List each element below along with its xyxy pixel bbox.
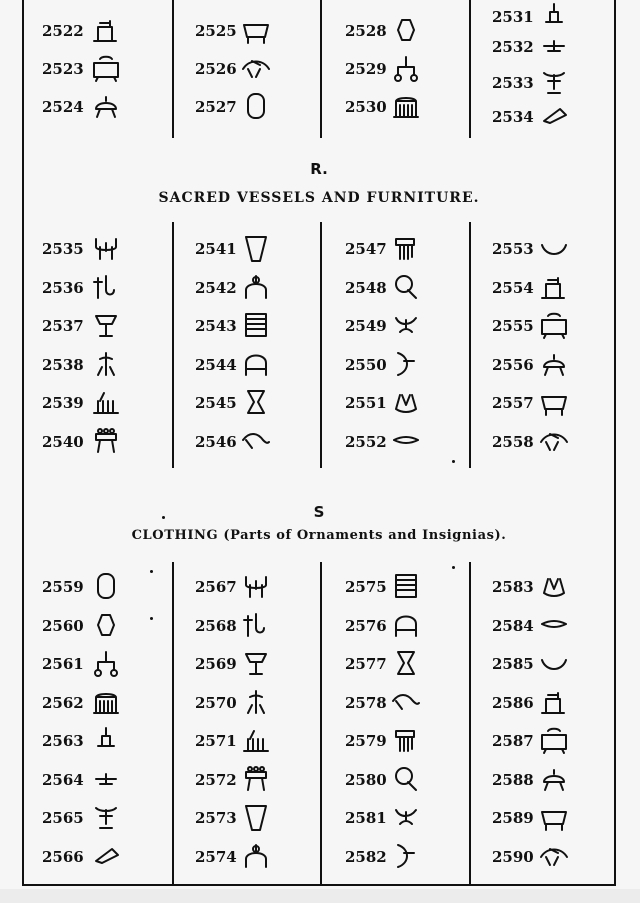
hieroglyph-sign-icon [390, 610, 422, 640]
hieroglyph-sign-icon [390, 725, 422, 755]
hieroglyph-sign-icon [538, 426, 570, 456]
hieroglyph-sign-icon [390, 272, 422, 302]
entry-number: 2575 [345, 578, 387, 596]
entry-number: 2563 [42, 732, 84, 750]
entry-number: 2524 [42, 98, 84, 116]
hieroglyph-sign-icon [390, 571, 422, 601]
entry-number: 2583 [492, 578, 534, 596]
hieroglyph-sign-icon [538, 310, 570, 340]
hieroglyph-sign-icon [90, 802, 122, 832]
hieroglyph-sign-icon [390, 764, 422, 794]
entry-number: 2559 [42, 578, 84, 596]
hieroglyph-sign-icon [538, 571, 570, 601]
entry-number: 2536 [42, 279, 84, 297]
entry-number: 2586 [492, 694, 534, 712]
hieroglyph-sign-icon [240, 272, 272, 302]
hieroglyph-sign-icon [390, 387, 422, 417]
section-r-title: SACRED VESSELS AND FURNITURE. [158, 190, 480, 206]
entry-number: 2569 [195, 655, 237, 673]
hieroglyph-sign-icon [90, 233, 122, 263]
entry-number: 2580 [345, 771, 387, 789]
entry-number: 2577 [345, 655, 387, 673]
hieroglyph-sign-icon [240, 648, 272, 678]
hieroglyph-sign-icon [90, 648, 122, 678]
entry-number: 2558 [492, 433, 534, 451]
entry-number: 2546 [195, 433, 237, 451]
hieroglyph-sign-icon [90, 610, 122, 640]
entry-number: 2584 [492, 617, 534, 635]
entry-number: 2537 [42, 317, 84, 335]
hieroglyph-sign-icon [240, 610, 272, 640]
entry-number: 2551 [345, 394, 387, 412]
entry-number: 2557 [492, 394, 534, 412]
entry-number: 2564 [42, 771, 84, 789]
hieroglyph-sign-icon [538, 67, 570, 97]
entry-number: 2554 [492, 279, 534, 297]
column-separator [469, 562, 471, 886]
entry-number: 2573 [195, 809, 237, 827]
hieroglyph-sign-icon [240, 764, 272, 794]
page-bottom-margin [0, 889, 640, 903]
entry-number: 2539 [42, 394, 84, 412]
entry-number: 2522 [42, 22, 84, 40]
hieroglyph-sign-icon [390, 53, 422, 83]
hieroglyph-sign-icon [538, 802, 570, 832]
hieroglyph-sign-icon [90, 841, 122, 871]
entry-number: 2538 [42, 356, 84, 374]
entry-number: 2545 [195, 394, 237, 412]
column-separator [320, 562, 322, 886]
hieroglyph-sign-icon [90, 91, 122, 121]
hieroglyph-sign-icon [538, 349, 570, 379]
section-r-letter: R. [310, 160, 328, 178]
column-separator [469, 0, 471, 138]
hieroglyph-sign-icon [390, 648, 422, 678]
hieroglyph-sign-icon [90, 687, 122, 717]
hieroglyph-sign-icon [90, 15, 122, 45]
hieroglyph-sign-icon [390, 233, 422, 263]
entry-number: 2555 [492, 317, 534, 335]
entry-number: 2566 [42, 848, 84, 866]
hieroglyph-sign-icon [240, 841, 272, 871]
print-speck [452, 566, 455, 569]
column-separator [320, 222, 322, 468]
hieroglyph-sign-icon [390, 310, 422, 340]
entry-number: 2540 [42, 433, 84, 451]
column-separator [172, 562, 174, 886]
hieroglyph-sign-icon [90, 764, 122, 794]
entry-number: 2574 [195, 848, 237, 866]
entry-number: 2548 [345, 279, 387, 297]
entry-number: 2535 [42, 240, 84, 258]
hieroglyph-sign-icon [390, 349, 422, 379]
hieroglyph-sign-icon [390, 802, 422, 832]
entry-number: 2528 [345, 22, 387, 40]
print-speck [162, 516, 165, 519]
entry-number: 2534 [492, 108, 534, 126]
entry-number: 2541 [195, 240, 237, 258]
hieroglyph-sign-icon [240, 91, 272, 121]
entry-number: 2533 [492, 74, 534, 92]
hieroglyph-sign-icon [90, 426, 122, 456]
entry-number: 2578 [345, 694, 387, 712]
hieroglyph-sign-icon [240, 349, 272, 379]
hieroglyph-sign-icon [240, 53, 272, 83]
entry-number: 2570 [195, 694, 237, 712]
entry-number: 2589 [492, 809, 534, 827]
section-s-title: CLOTHING (Parts of Ornaments and Insignias). [131, 528, 507, 543]
print-speck [452, 460, 455, 463]
hieroglyph-sign-icon [390, 91, 422, 121]
entry-number: 2568 [195, 617, 237, 635]
entry-number: 2523 [42, 60, 84, 78]
column-separator [469, 222, 471, 468]
hieroglyph-sign-icon [538, 764, 570, 794]
hieroglyph-sign-icon [538, 610, 570, 640]
entry-number: 2526 [195, 60, 237, 78]
entry-number: 2531 [492, 8, 534, 26]
entry-number: 2585 [492, 655, 534, 673]
hieroglyph-sign-icon [538, 1, 570, 31]
hieroglyph-sign-icon [240, 687, 272, 717]
entry-number: 2567 [195, 578, 237, 596]
print-speck [150, 617, 153, 620]
entry-number: 2588 [492, 771, 534, 789]
hieroglyph-sign-icon [240, 426, 272, 456]
entry-number: 2579 [345, 732, 387, 750]
column-separator [172, 0, 174, 138]
hieroglyph-sign-icon [538, 101, 570, 131]
hieroglyph-sign-icon [90, 571, 122, 601]
entry-number: 2572 [195, 771, 237, 789]
hieroglyph-sign-icon [240, 571, 272, 601]
hieroglyph-sign-icon [538, 687, 570, 717]
column-separator [172, 222, 174, 468]
hieroglyph-sign-icon [90, 310, 122, 340]
entry-number: 2561 [42, 655, 84, 673]
entry-number: 2547 [345, 240, 387, 258]
hieroglyph-sign-icon [90, 349, 122, 379]
hieroglyph-sign-icon [538, 841, 570, 871]
entry-number: 2549 [345, 317, 387, 335]
hieroglyph-sign-icon [538, 233, 570, 263]
column-separator [320, 0, 322, 138]
section-s-letter: S [313, 503, 325, 521]
entry-number: 2527 [195, 98, 237, 116]
entry-number: 2553 [492, 240, 534, 258]
hieroglyph-sign-icon [240, 15, 272, 45]
entry-number: 2532 [492, 38, 534, 56]
hieroglyph-sign-icon [90, 53, 122, 83]
hieroglyph-sign-icon [538, 725, 570, 755]
hieroglyph-sign-icon [240, 802, 272, 832]
hieroglyph-sign-icon [538, 387, 570, 417]
entry-number: 2581 [345, 809, 387, 827]
hieroglyph-sign-icon [90, 272, 122, 302]
hieroglyph-sign-icon [390, 841, 422, 871]
entry-number: 2565 [42, 809, 84, 827]
entry-number: 2587 [492, 732, 534, 750]
entry-number: 2543 [195, 317, 237, 335]
entry-number: 2562 [42, 694, 84, 712]
hieroglyph-sign-icon [240, 310, 272, 340]
entry-number: 2525 [195, 22, 237, 40]
entry-number: 2556 [492, 356, 534, 374]
hieroglyph-sign-icon [538, 31, 570, 61]
entry-number: 2530 [345, 98, 387, 116]
hieroglyph-sign-icon [390, 426, 422, 456]
hieroglyph-sign-icon [390, 687, 422, 717]
hieroglyph-sign-icon [390, 15, 422, 45]
entry-number: 2576 [345, 617, 387, 635]
hieroglyph-sign-icon [90, 387, 122, 417]
entry-number: 2571 [195, 732, 237, 750]
print-speck [150, 570, 153, 573]
entry-number: 2582 [345, 848, 387, 866]
entry-number: 2544 [195, 356, 237, 374]
hieroglyph-sign-icon [90, 725, 122, 755]
entry-number: 2590 [492, 848, 534, 866]
hieroglyph-sign-icon [240, 233, 272, 263]
hieroglyph-sign-icon [538, 272, 570, 302]
hieroglyph-sign-icon [240, 387, 272, 417]
entry-number: 2550 [345, 356, 387, 374]
entry-number: 2552 [345, 433, 387, 451]
entry-number: 2542 [195, 279, 237, 297]
hieroglyph-sign-icon [538, 648, 570, 678]
hieroglyph-sign-icon [240, 725, 272, 755]
entry-number: 2529 [345, 60, 387, 78]
entry-number: 2560 [42, 617, 84, 635]
